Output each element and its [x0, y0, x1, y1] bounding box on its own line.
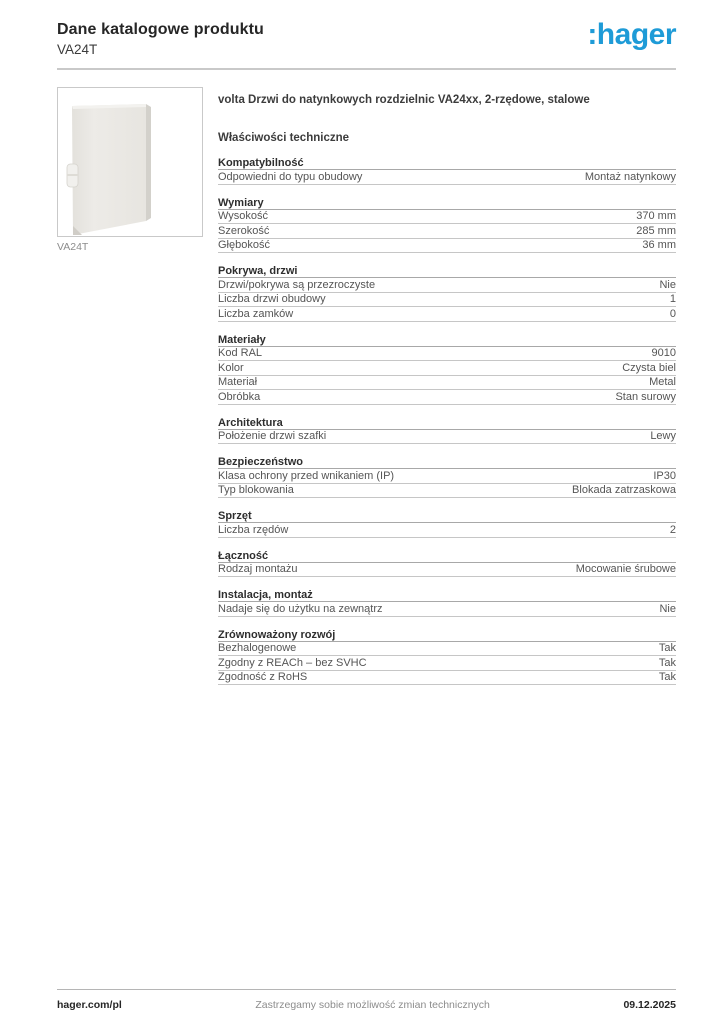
spec-row [218, 224, 676, 239]
spec-value: Nie [659, 278, 676, 291]
spec-label: Liczba zamków [218, 307, 294, 320]
spec-row [218, 347, 676, 362]
spec-value: Montaż natynkowy [584, 170, 676, 183]
spec-value: IP30 [653, 469, 676, 482]
page-header [57, 18, 676, 57]
section-title: Pokrywa, drzwi [218, 266, 676, 278]
spec-label: Rodzaj montażu [218, 563, 298, 575]
spec-label: Głębokość [218, 239, 270, 251]
spec-row [218, 376, 676, 391]
spec-row [218, 563, 676, 578]
product-reference: VA24T [57, 42, 98, 57]
spec-section [218, 198, 676, 254]
image-column [57, 87, 203, 685]
spec-label: Zgodność z RoHS [218, 671, 308, 683]
spec-value: Tak [658, 642, 676, 654]
spec-label: Nadaje się do użytku na zewnątrz [218, 602, 383, 615]
cabinet-door-graphic [58, 88, 202, 236]
spec-value: Stan surowy [615, 390, 676, 403]
spec-row [218, 469, 676, 484]
spec-value: 36 mm [642, 239, 676, 251]
section-title: Instalacja, montaż [218, 590, 676, 602]
spec-section [218, 630, 676, 686]
spec-row [218, 430, 676, 445]
spec-section [218, 551, 676, 578]
spec-value: Mocowanie śrubowe [575, 563, 676, 575]
spec-value: 370 mm [636, 210, 676, 222]
spec-row [218, 602, 676, 617]
spec-row [218, 523, 676, 538]
footer-divider [57, 989, 676, 990]
spec-value: Blokada zatrzaskowa [572, 484, 676, 496]
spec-row [218, 642, 676, 657]
spec-label: Kod RAL [218, 347, 263, 359]
spec-section [218, 511, 676, 538]
spec-label: Bezhalogenowe [218, 642, 297, 654]
page-title: Dane katalogowe produktu [57, 21, 264, 38]
spec-label: Obróbka [218, 390, 261, 403]
image-caption: VA24T [57, 241, 89, 253]
spec-value: Tak [658, 671, 676, 683]
footer-date: 09.12.2025 [623, 999, 676, 1011]
header-divider [57, 68, 676, 70]
spec-label: Liczba rzędów [218, 523, 289, 536]
spec-value: Tak [658, 656, 676, 669]
section-title: Sprzęt [218, 511, 676, 523]
spec-value: 0 [669, 307, 676, 320]
section-title: Bezpieczeństwo [218, 457, 676, 469]
spec-row [218, 170, 676, 185]
section-title: Łączność [218, 551, 676, 563]
spec-label: Położenie drzwi szafki [218, 430, 327, 442]
product-image [57, 87, 203, 237]
spec-row [218, 671, 676, 686]
spec-row [218, 239, 676, 254]
spec-row [218, 361, 676, 376]
spec-label: Typ blokowania [218, 484, 294, 496]
spec-section [218, 158, 676, 185]
product-title: volta Drzwi do natynkowych rozdzielnic VA24xx, 2-rzędowe, stalowe [218, 94, 590, 106]
spec-value: Metal [649, 376, 676, 388]
spec-label: Klasa ochrony przed wnikaniem (IP) [218, 469, 395, 482]
spec-label: Kolor [218, 361, 244, 374]
spec-section [218, 266, 676, 322]
section-title: Architektura [218, 418, 676, 430]
spec-column [218, 87, 676, 685]
spec-label: Szerokość [218, 224, 270, 237]
spec-label: Zgodny z REACh – bez SVHC [218, 656, 367, 669]
spec-value: Nie [659, 602, 676, 615]
spec-label: Materiał [218, 376, 258, 388]
section-title: Wymiary [218, 198, 676, 210]
spec-section [218, 418, 676, 445]
section-title: Kompatybilność [218, 158, 676, 170]
section-title: Materiały [218, 335, 676, 347]
spec-value: 9010 [651, 347, 676, 359]
spec-row [218, 210, 676, 225]
spec-row [218, 656, 676, 671]
spec-value: 1 [669, 293, 676, 305]
properties-heading: Właściwości techniczne [218, 132, 350, 144]
section-title: Zrównoważony rozwój [218, 630, 676, 642]
spec-value: Lewy [650, 430, 676, 442]
spec-section [218, 457, 676, 498]
spec-value: 2 [669, 523, 676, 536]
page-footer [57, 989, 676, 1011]
spec-value: Czysta biel [622, 361, 676, 374]
spec-row [218, 484, 676, 499]
spec-section [218, 335, 676, 405]
spec-row [218, 293, 676, 308]
spec-label: Odpowiedni do typu obudowy [218, 170, 363, 183]
main-content [57, 87, 676, 685]
spec-sections [218, 158, 676, 685]
spec-label: Wysokość [218, 210, 269, 222]
spec-label: Liczba drzwi obudowy [218, 293, 326, 305]
spec-row [218, 278, 676, 293]
header-titles [57, 21, 264, 57]
spec-value: 285 mm [636, 224, 676, 237]
spec-section [218, 590, 676, 617]
spec-row [218, 390, 676, 405]
footer-row [57, 999, 676, 1011]
spec-row [218, 307, 676, 322]
footer-website-link[interactable]: hager.com/pl [57, 999, 122, 1011]
footer-disclaimer: Zastrzegamy sobie możliwość zmian technicznych [255, 999, 490, 1011]
spec-label: Drzwi/pokrywa są przezroczyste [218, 278, 376, 291]
hager-logo: :hager [587, 18, 676, 51]
